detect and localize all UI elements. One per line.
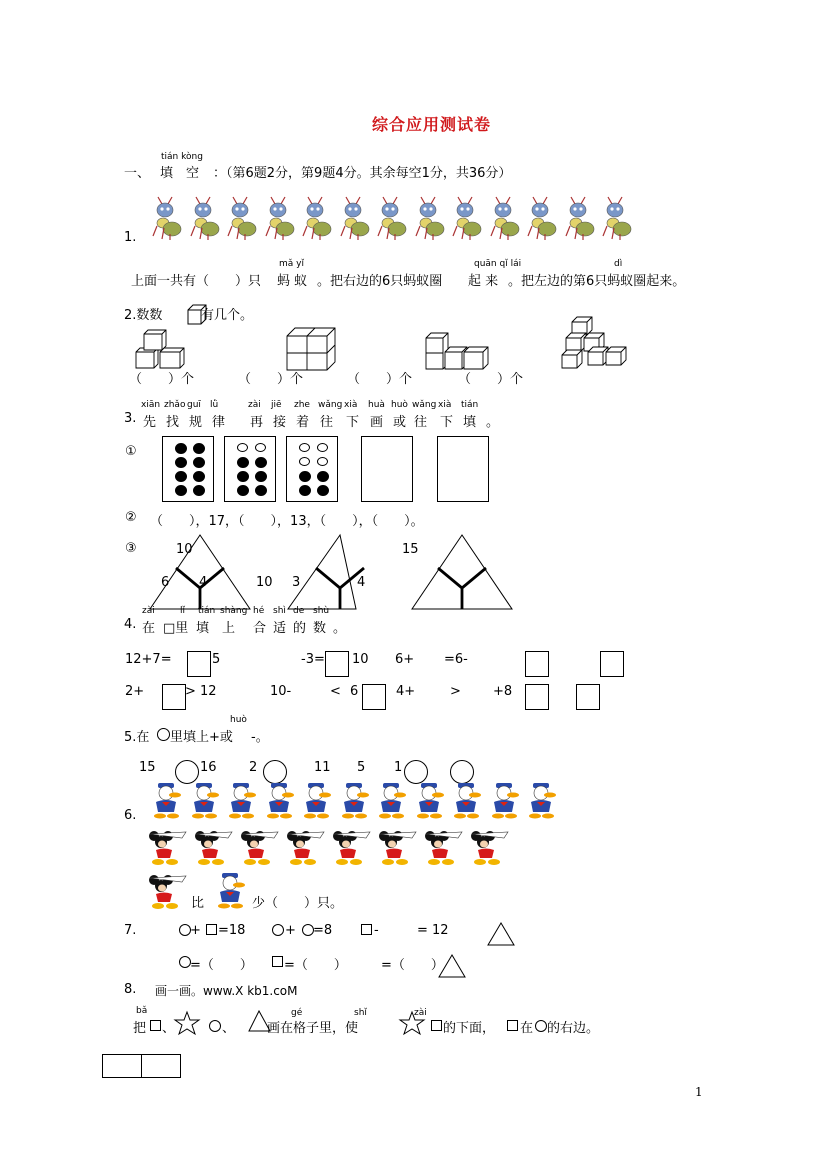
- donald-icon: [223, 782, 261, 820]
- filled-dot: [299, 485, 311, 496]
- section-rule: ：（第6题2分，第9题4分。其余每空1分，共36分）: [213, 166, 512, 181]
- cube-figure-3: [422, 324, 492, 370]
- pinyin-quanqilai: quān qǐ lái: [474, 259, 522, 269]
- q7-r2-a[interactable]: =（ ）: [190, 958, 253, 973]
- q3-title-char: 下: [346, 415, 360, 430]
- mickey-row: [146, 830, 526, 866]
- operator-circle[interactable]: [175, 760, 199, 784]
- q5-text-a: 5.在: [124, 730, 150, 745]
- donald-icon: [486, 782, 524, 820]
- q4-title-char: 合: [253, 621, 267, 636]
- q3-pinyin: wǎng: [318, 400, 343, 410]
- q7-r2-b[interactable]: =（ ）: [284, 958, 347, 973]
- q7-r1-f: = 12: [417, 923, 449, 938]
- q7-r1-d: =8: [313, 923, 333, 938]
- ant-icon: [486, 196, 524, 242]
- q4-r1-f: =6-: [444, 652, 468, 667]
- q4-r2-a: 2+: [125, 684, 145, 699]
- q6-text-b[interactable]: 少（ ）只。: [252, 896, 344, 911]
- q1-number: 1.: [124, 230, 137, 245]
- tri1-right: 4: [199, 575, 208, 590]
- donald-row: [148, 782, 568, 822]
- q5-text-b: 里填上+或: [170, 730, 233, 745]
- q5-n4: 11: [314, 760, 331, 775]
- mickey-icon: [146, 874, 186, 910]
- ant-icon: [186, 196, 224, 242]
- filled-dot: [193, 457, 205, 468]
- q3-pinyin: guī: [187, 400, 201, 410]
- q4-pinyin: shàng: [220, 606, 248, 616]
- q1-text-c: 。把左边的第6只蚂蚁圈起来。: [508, 274, 686, 289]
- q5-n2: 16: [200, 760, 217, 775]
- q4-r1-c: -3=: [301, 652, 325, 667]
- ant-icon: [523, 196, 561, 242]
- square-icon: [507, 1020, 518, 1031]
- donald-icon: [261, 782, 299, 820]
- q4-pinyin: de: [293, 606, 305, 616]
- q3-marker-2: ②: [125, 510, 137, 525]
- triangle-group: [140, 533, 540, 613]
- q3-title-char: 下: [440, 415, 454, 430]
- tri1-left: 6: [161, 575, 170, 590]
- hollow-dot: [237, 443, 248, 452]
- q3-title-char: 填: [463, 415, 477, 430]
- q3-pinyin: zhe: [294, 400, 310, 410]
- q3-title-char: 往: [320, 415, 334, 430]
- q1-text-b: 。把右边的6只蚂蚁圈: [317, 274, 443, 289]
- pinyin-zai: zài: [414, 1008, 427, 1018]
- filled-dot: [299, 471, 311, 482]
- q3-pinyin: zhǎo: [164, 400, 186, 410]
- q4-title-char: □里: [163, 621, 189, 636]
- filled-dot: [237, 471, 249, 482]
- mickey-icon: [284, 830, 328, 866]
- square-icon: [206, 924, 217, 935]
- q8-number: 8.: [124, 982, 137, 997]
- circle-icon: [157, 728, 170, 741]
- cube-figure-4: [560, 315, 630, 371]
- q3-marker-1: ①: [125, 444, 137, 459]
- mickey-icon: [330, 830, 374, 866]
- ant-icon: [448, 196, 486, 242]
- q4-pinyin: shì: [273, 606, 286, 616]
- ant-icon: [373, 196, 411, 242]
- q3-pinyin: zài: [248, 400, 261, 410]
- q4-r2-b: > 12: [185, 684, 217, 699]
- answer-box[interactable]: [162, 684, 186, 710]
- q8-youbian: 的右边。: [547, 1021, 600, 1036]
- pinyin-shi: shǐ: [354, 1008, 367, 1018]
- q7-r1-a: +: [190, 923, 201, 938]
- ant-icon: [561, 196, 599, 242]
- q3-title-char: 找: [166, 415, 180, 430]
- q8-xiamian: 的下面，: [443, 1021, 496, 1036]
- mickey-icon: [422, 830, 466, 866]
- filled-dot: [255, 485, 267, 496]
- tri1-top: 10: [176, 542, 193, 557]
- q8-text: 画一画。www.X kb1.coM: [155, 984, 298, 998]
- operator-circle[interactable]: [263, 760, 287, 784]
- q3-title-char: 。: [486, 415, 500, 430]
- q3-pinyin: xià: [344, 400, 358, 410]
- mickey-icon: [468, 830, 512, 866]
- square-icon: [361, 924, 372, 935]
- q2-answer-3[interactable]: （ ）个: [347, 372, 413, 387]
- circle-icon: [209, 1020, 221, 1032]
- q8-ba: 把: [133, 1021, 147, 1036]
- q4-title-char: 上: [222, 621, 236, 636]
- operator-circle[interactable]: [450, 760, 474, 784]
- q3-pinyin: xià: [438, 400, 452, 410]
- section-word: 填 空: [160, 166, 200, 181]
- q3-title-char: 画: [370, 415, 384, 430]
- grid-cell-1[interactable]: [102, 1054, 142, 1078]
- circle-icon: [535, 1020, 547, 1032]
- q4-r1-d: 10: [352, 652, 369, 667]
- q1-word-mayi: 蚂 蚁: [277, 274, 308, 289]
- q3-title-char: 律: [212, 415, 226, 430]
- mickey-icon: [238, 830, 282, 866]
- q4-title-char: 。: [333, 621, 347, 636]
- page-number: 1: [695, 1085, 703, 1099]
- q3-pinyin: lǜ: [210, 400, 219, 410]
- mickey-figure: [146, 874, 190, 910]
- filled-dot: [255, 471, 267, 482]
- donald-icon: [336, 782, 374, 820]
- q3-title-char: 先: [143, 415, 157, 430]
- q4-r2-c: 10-: [270, 684, 292, 699]
- filled-dot: [193, 485, 205, 496]
- q3-pinyin: wǎng: [412, 400, 437, 410]
- dot-card-1: [162, 436, 214, 502]
- donald-icon: [373, 782, 411, 820]
- filled-dot: [193, 443, 205, 454]
- q7-number: 7.: [124, 923, 137, 938]
- answer-box[interactable]: [525, 684, 549, 710]
- q5-n6: 1: [394, 760, 403, 775]
- donald-icon: [212, 872, 252, 910]
- donald-icon: [448, 782, 486, 820]
- operator-circle[interactable]: [404, 760, 428, 784]
- q4-r1-a: 12+7=: [125, 652, 172, 667]
- q8-huazai: 画在格子里，使: [267, 1021, 359, 1036]
- q3-number: 3.: [124, 411, 137, 426]
- q4-r2-g: >: [450, 684, 461, 699]
- filled-dot: [317, 471, 329, 482]
- pinyin-ge: gé: [291, 1008, 303, 1018]
- q2-answer-4[interactable]: （ ）个: [458, 372, 524, 387]
- star-icon: [174, 1011, 200, 1035]
- q3-pinyin: huò: [391, 400, 408, 410]
- hollow-dot: [317, 443, 328, 452]
- square-icon: [272, 956, 283, 967]
- q3-pinyin: jiē: [271, 400, 282, 410]
- donald-icon: [523, 782, 561, 820]
- q4-pinyin: lǐ: [180, 606, 186, 616]
- q4-pinyin: zài: [142, 606, 155, 616]
- q6-text-a: 比: [191, 896, 205, 911]
- q3-pinyin: xiān: [141, 400, 161, 410]
- dot-card-blank-2[interactable]: [437, 436, 489, 502]
- q4-pinyin: tián: [198, 606, 216, 616]
- q5-text-c: -。: [251, 730, 269, 745]
- hollow-dot: [299, 443, 310, 452]
- q3-title-char: 或: [393, 415, 407, 430]
- ant-icon: [298, 196, 336, 242]
- mickey-icon: [192, 830, 236, 866]
- triangle-icon: [486, 921, 516, 947]
- q2-title-a: 2.数数: [124, 308, 163, 323]
- q4-pinyin: shù: [313, 606, 330, 616]
- q2-answer-2[interactable]: （ ）个: [238, 372, 304, 387]
- q3-pinyin: huà: [368, 400, 385, 410]
- filled-dot: [175, 485, 187, 496]
- ant-icon: [411, 196, 449, 242]
- tri2-right: 4: [357, 575, 366, 590]
- q8-zai: 在: [520, 1021, 534, 1036]
- q4-title-char: 在: [142, 621, 156, 636]
- q3-sequence[interactable]: （ ），17，（ ），13，（ ），（ ）。: [150, 514, 424, 529]
- filled-dot: [255, 457, 267, 468]
- q4-number: 4.: [124, 617, 137, 632]
- ant-icon: [148, 196, 186, 242]
- filled-dot: [175, 443, 187, 454]
- mickey-icon: [376, 830, 420, 866]
- q7-r2-c[interactable]: =（ ）: [381, 958, 444, 973]
- q7-r1-e: -: [374, 923, 379, 938]
- hollow-dot: [317, 457, 328, 466]
- page-title: 综合应用测试卷: [372, 115, 492, 134]
- ant-row: [148, 196, 648, 242]
- q4-title-char: 数: [313, 621, 327, 636]
- filled-dot: [175, 471, 187, 482]
- ant-icon: [261, 196, 299, 242]
- filled-dot: [237, 457, 249, 468]
- mickey-icon: [146, 830, 190, 866]
- q4-r2-h: +8: [493, 684, 513, 699]
- q4-title-char: 的: [293, 621, 307, 636]
- q8-comma1: 、: [162, 1021, 176, 1036]
- donald-icon: [298, 782, 336, 820]
- answer-box[interactable]: [600, 651, 624, 677]
- pinyin-ba: bǎ: [136, 1006, 148, 1016]
- q3-title-char: 规: [189, 415, 203, 430]
- q3-title-char: 着: [296, 415, 310, 430]
- tri3-top: 15: [402, 542, 419, 557]
- q7-r1-c: +: [285, 923, 296, 938]
- ant-icon: [223, 196, 261, 242]
- section-prefix: 一、: [124, 166, 151, 181]
- donald-icon: [186, 782, 224, 820]
- answer-box[interactable]: [525, 651, 549, 677]
- filled-dot: [175, 457, 187, 468]
- ant-icon: [598, 196, 636, 242]
- pinyin-huo: huò: [230, 715, 247, 725]
- answer-box[interactable]: [576, 684, 600, 710]
- tri2-left: 3: [292, 575, 301, 590]
- q2-title-b: 有几个。: [201, 308, 254, 323]
- answer-box[interactable]: [325, 651, 349, 677]
- q3-title-char: 接: [273, 415, 287, 430]
- hollow-dot: [255, 443, 266, 452]
- dot-card-3: [286, 436, 338, 502]
- q4-title-char: 适: [273, 621, 287, 636]
- q5-n1: 15: [139, 760, 156, 775]
- q8-comma2: 、: [222, 1021, 236, 1036]
- pinyin-mayi: mǎ yǐ: [279, 259, 304, 269]
- q3-title-char: 往: [414, 415, 428, 430]
- circle-icon: [272, 924, 284, 936]
- q4-r2-f: 4+: [396, 684, 416, 699]
- q5-n3: 2: [249, 760, 258, 775]
- q5-n5: 5: [357, 760, 366, 775]
- q7-r1-b: =18: [218, 923, 246, 938]
- tri2-top: 10: [256, 575, 273, 590]
- filled-dot: [237, 485, 249, 496]
- dot-card-blank-1[interactable]: [361, 436, 413, 502]
- filled-dot: [193, 471, 205, 482]
- hollow-dot: [299, 457, 310, 466]
- donald-figure: [212, 872, 250, 910]
- triangle-icon: [437, 953, 467, 979]
- ant-icon: [336, 196, 374, 242]
- pinyin-tiankong: tián kòng: [161, 152, 203, 162]
- cube-figure-2: [285, 326, 340, 372]
- answer-box[interactable]: [187, 651, 211, 677]
- q3-marker-3: ③: [125, 541, 137, 556]
- q4-r2-d: <: [330, 684, 341, 699]
- q3-title-char: 再: [250, 415, 264, 430]
- star-icon: [399, 1011, 425, 1035]
- q6-number: 6.: [124, 808, 137, 823]
- square-icon: [431, 1020, 442, 1031]
- q1-text-a: 上面一共有（ ）只: [131, 274, 262, 289]
- grid-cell-2[interactable]: [141, 1054, 181, 1078]
- q4-r1-e: 6+: [395, 652, 415, 667]
- pinyin-di: dì: [614, 259, 623, 269]
- q4-title-char: 填: [196, 621, 210, 636]
- q4-r2-e: 6: [350, 684, 359, 699]
- q4-r1-b: 5: [212, 652, 221, 667]
- answer-box[interactable]: [362, 684, 386, 710]
- donald-icon: [148, 782, 186, 820]
- dot-card-2: [224, 436, 276, 502]
- square-icon: [150, 1020, 161, 1031]
- cube-figure-1: [130, 326, 195, 370]
- q3-pinyin: tián: [461, 400, 479, 410]
- donald-icon: [411, 782, 449, 820]
- filled-dot: [317, 485, 329, 496]
- q1-word-qilai: 起 来: [468, 274, 499, 289]
- q4-pinyin: hé: [253, 606, 265, 616]
- q2-answer-1[interactable]: （ ）个: [129, 372, 195, 387]
